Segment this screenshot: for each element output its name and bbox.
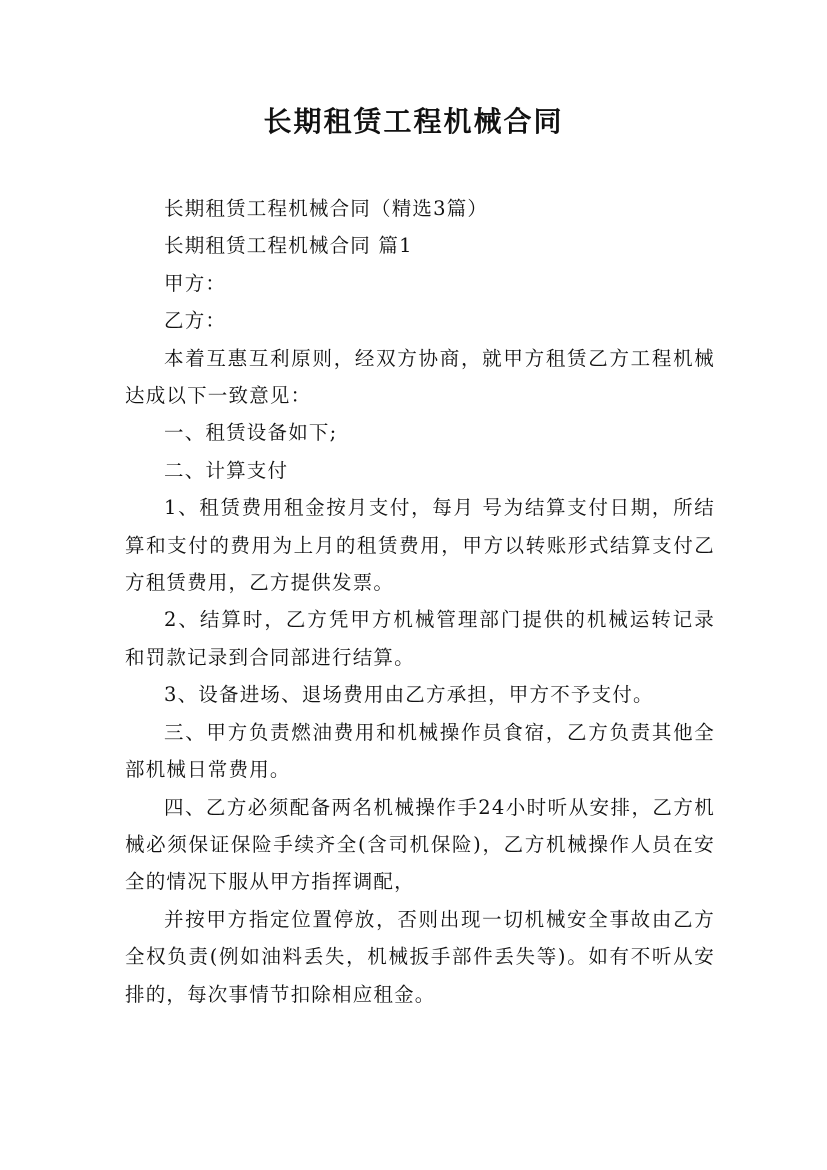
document-title: 长期租赁工程机械合同 (263, 105, 564, 138)
document-body (125, 190, 715, 1013)
paragraph-party-b: 乙方： (164, 309, 227, 333)
paragraph-clause-2-3: 3、设备进场、退场费用由乙方承担，甲方不予支付。 (164, 683, 654, 707)
paragraph-subtitle: 长期租赁工程机械合同（精选3篇） (164, 197, 489, 220)
paragraph-clause-4: 四、乙方必须配备两名机械操作手24小时听从安排，乙方机械必须保证保险手续齐全(含司机保险)，乙方机械操作人员在安全的情况下服从甲方指挥调配， (125, 795, 715, 894)
paragraph-clause-2-1: 1、租赁费用租金按月支付，每月 号为结算支付日期，所结算和支付的费用为上月的租赁费用，甲方以转账形式结算支付乙方租赁费用，乙方提供发票。 (125, 496, 715, 595)
paragraph-preamble: 本着互惠互利原则，经双方协商，就甲方租赁乙方工程机械达成以下一致意见： (125, 346, 715, 408)
paragraph-party-a: 甲方： (164, 271, 227, 295)
paragraph-clause-2: 二、计算支付 (164, 458, 289, 482)
paragraph-clause-1: 一、租赁设备如下; (164, 421, 338, 445)
paragraph-clause-2-2: 2、结算时，乙方凭甲方机械管理部门提供的机械运转记录和罚款记录到合同部进行结算。 (125, 608, 715, 669)
paragraph-section-heading: 长期租赁工程机械合同 篇1 (164, 234, 413, 258)
paragraph-clause-3: 三、甲方负责燃油费用和机械操作员食宿，乙方负责其他全部机械日常费用。 (125, 720, 715, 782)
paragraph-clause-4-cont: 并按甲方指定位置停放，否则出现一切机械安全事故由乙方全权负责(例如油料丢失，机械扳手部件丢失等)。如有不听从安排的，每次事情节扣除相应租金。 (125, 907, 715, 1006)
